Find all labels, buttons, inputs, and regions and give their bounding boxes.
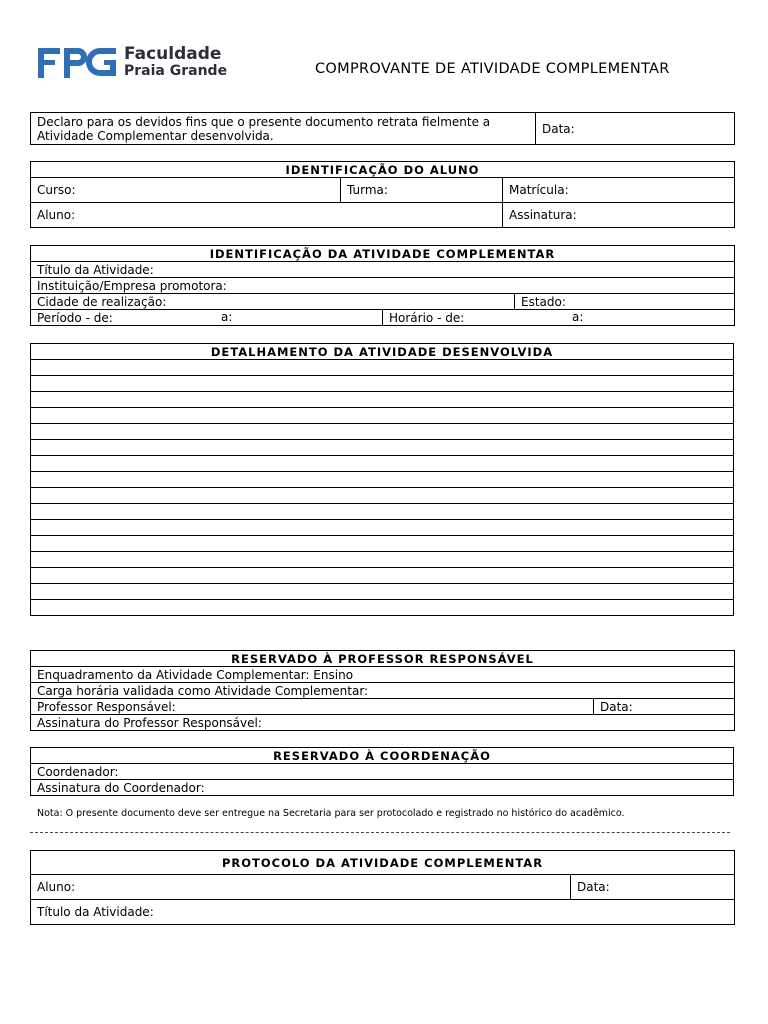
document-title: COMPROVANTE DE ATIVIDADE COMPLEMENTAR bbox=[315, 61, 670, 77]
matricula-field[interactable]: Matrícula: bbox=[503, 178, 735, 203]
enquadramento-field[interactable]: Enquadramento da Atividade Complementar: Ensino bbox=[31, 667, 735, 683]
coordenador-assinatura-field[interactable]: Assinatura do Coordenador: bbox=[31, 780, 734, 796]
institution-name-line2: Praia Grande bbox=[124, 63, 228, 79]
protocol-section bbox=[30, 850, 735, 925]
activity-section-heading: IDENTIFICAÇÃO DA ATIVIDADE COMPLEMENTAR bbox=[31, 246, 735, 262]
protocol-data-field[interactable]: Data: bbox=[571, 875, 735, 900]
periodo-field[interactable] bbox=[31, 310, 383, 326]
professor-section-heading: RESERVADO À PROFESSOR RESPONSÁVEL bbox=[31, 651, 735, 667]
details-line[interactable] bbox=[31, 536, 734, 552]
details-line[interactable] bbox=[31, 440, 734, 456]
details-line[interactable] bbox=[31, 600, 734, 616]
horario-de-label: Horário - de: bbox=[389, 310, 465, 325]
details-line[interactable] bbox=[31, 360, 734, 376]
turma-field[interactable]: Turma: bbox=[341, 178, 503, 203]
details-line[interactable] bbox=[31, 568, 734, 584]
curso-field[interactable]: Curso: bbox=[31, 178, 341, 203]
details-line[interactable] bbox=[31, 376, 734, 392]
details-line[interactable] bbox=[31, 584, 734, 600]
cut-line-divider bbox=[30, 832, 730, 833]
protocol-aluno-field[interactable]: Aluno: bbox=[31, 875, 571, 900]
institution-name-line1: Faculdade bbox=[124, 44, 222, 64]
submission-note: Nota: O presente documento deve ser entregue na Secretaria para ser protocolado e registrado no histórico do acadêmico. bbox=[37, 808, 625, 819]
details-line[interactable] bbox=[31, 424, 734, 440]
professor-assinatura-field[interactable]: Assinatura do Professor Responsável: bbox=[31, 715, 735, 731]
periodo-a-label: a: bbox=[221, 310, 233, 324]
details-line[interactable] bbox=[31, 520, 734, 536]
carga-horaria-field[interactable]: Carga horária validada como Atividade Complementar: bbox=[31, 683, 735, 699]
fpg-logo-mark bbox=[38, 48, 118, 78]
student-section-heading: IDENTIFICAÇÃO DO ALUNO bbox=[31, 162, 735, 178]
details-line[interactable] bbox=[31, 488, 734, 504]
declaration-text: Declaro para os devidos fins que o presente documento retrata fielmente a Atividade Complementar desenvolvida. bbox=[31, 113, 536, 145]
horario-field[interactable] bbox=[383, 310, 735, 326]
professor-section bbox=[30, 650, 735, 731]
assinatura-field[interactable]: Assinatura: bbox=[503, 203, 735, 228]
institution-name bbox=[124, 46, 227, 80]
professor-responsavel-field[interactable]: Professor Responsável: bbox=[31, 699, 594, 715]
coordenador-field[interactable]: Coordenador: bbox=[31, 764, 734, 780]
details-line[interactable] bbox=[31, 552, 734, 568]
details-line[interactable] bbox=[31, 408, 734, 424]
declaration-table bbox=[30, 112, 735, 145]
professor-data-field[interactable]: Data: bbox=[594, 699, 735, 715]
details-line[interactable] bbox=[31, 392, 734, 408]
declaration-date-field[interactable]: Data: bbox=[536, 113, 735, 145]
cidade-field[interactable]: Cidade de realização: bbox=[31, 294, 515, 310]
student-section bbox=[30, 161, 735, 228]
details-section-heading: DETALHAMENTO DA ATIVIDADE DESENVOLVIDA bbox=[31, 344, 734, 360]
details-line[interactable] bbox=[31, 504, 734, 520]
coordination-section-heading: RESERVADO À COORDENAÇÃO bbox=[31, 748, 734, 764]
details-line[interactable] bbox=[31, 472, 734, 488]
protocol-section-heading: PROTOCOLO DA ATIVIDADE COMPLEMENTAR bbox=[31, 851, 735, 875]
institution-logo bbox=[38, 44, 238, 84]
coordination-section bbox=[30, 747, 734, 796]
details-line[interactable] bbox=[31, 456, 734, 472]
instituicao-field[interactable]: Instituição/Empresa promotora: bbox=[31, 278, 735, 294]
estado-field[interactable]: Estado: bbox=[515, 294, 735, 310]
aluno-field[interactable]: Aluno: bbox=[31, 203, 503, 228]
details-section bbox=[30, 343, 734, 616]
horario-a-label: a: bbox=[572, 310, 584, 324]
periodo-de-label: Período - de: bbox=[37, 310, 113, 325]
protocol-titulo-field[interactable]: Título da Atividade: bbox=[31, 900, 735, 925]
titulo-atividade-field[interactable]: Título da Atividade: bbox=[31, 262, 735, 278]
activity-section bbox=[30, 245, 735, 326]
